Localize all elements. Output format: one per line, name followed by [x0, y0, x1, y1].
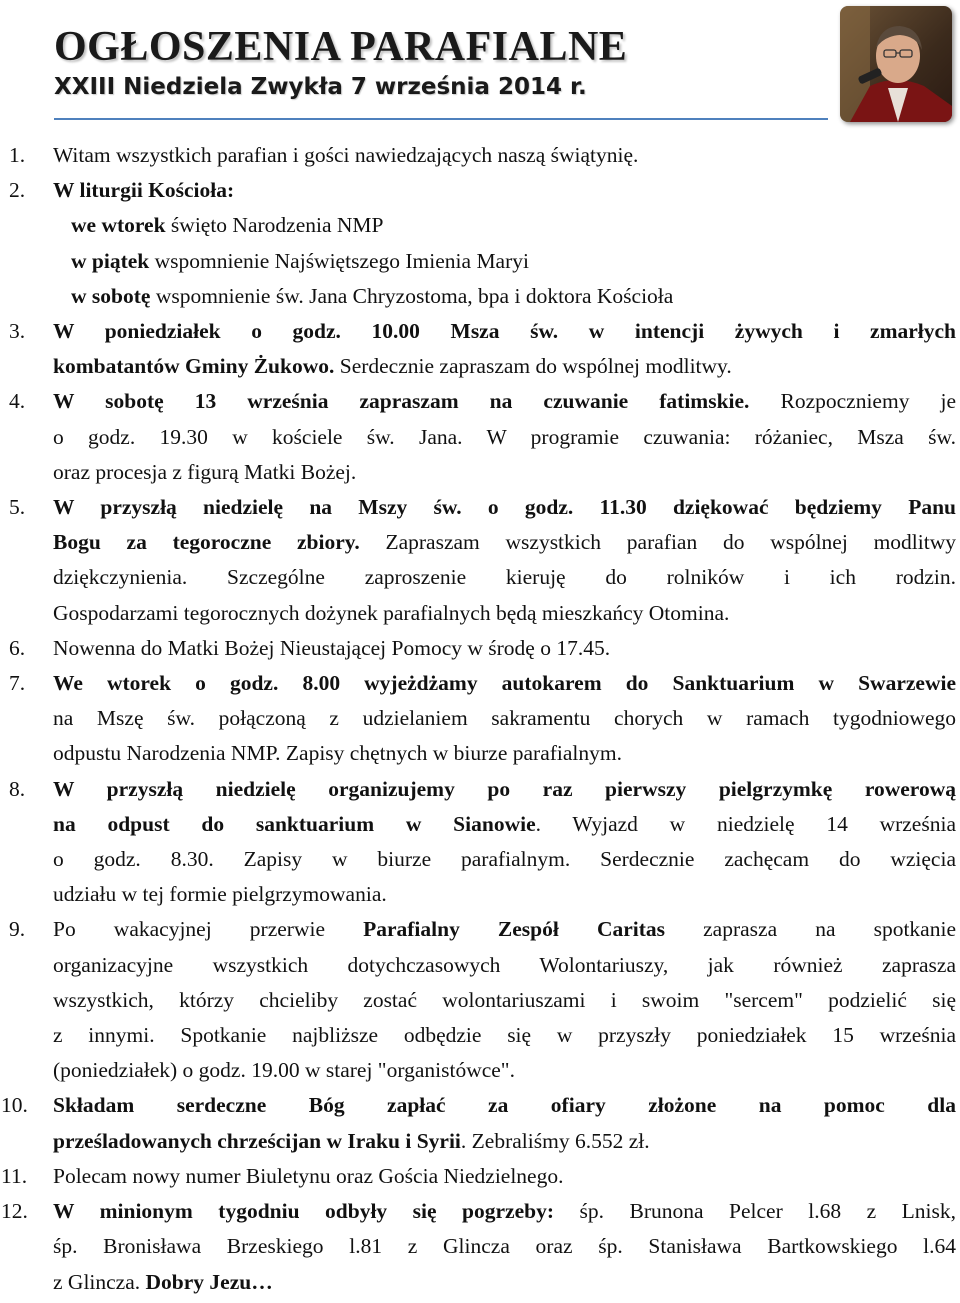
announcement-item: [0, 772, 956, 913]
text: wszystkich, którzy chcieliby zostać wolontariuszami i swoim "sercem" podzielić się: [53, 987, 956, 1012]
item-number: 4.: [9, 389, 26, 414]
item-text-line: [53, 1159, 956, 1194]
bold-text: w piątek: [71, 248, 150, 273]
item-text-line: [53, 772, 956, 807]
header-divider: [54, 118, 828, 120]
item-text-line: [53, 1265, 956, 1300]
item-number: 3.: [9, 319, 26, 344]
item-text-line: [53, 490, 956, 525]
bold-text: W liturgii Kościoła:: [53, 178, 235, 203]
announcement-item: [0, 912, 956, 1088]
bold-text: Parafialny Zespół Caritas: [363, 917, 666, 942]
announcement-item: [0, 490, 956, 631]
bold-text: W przyszłą niedzielę organizujemy po raz pierwszy pielgrzymkę rowerową: [53, 776, 956, 801]
item-number: 2.: [9, 178, 26, 203]
announcement-item: [0, 1159, 956, 1194]
text: Nowenna do Matki Bożej Nieustającej Pomocy w środę o 17.45.: [53, 635, 611, 660]
text: Zapraszam wszystkich parafian do wspólnej modlitwy: [359, 530, 956, 555]
announcement-item: [0, 314, 956, 384]
page-subtitle: XXIII Niedziela Zwykła 7 września 2014 r.: [54, 74, 587, 100]
item-text-line: [53, 912, 956, 947]
item-text-line: [53, 455, 956, 490]
text: . Wyjazd w niedzielę 14 września: [535, 811, 956, 836]
item-number: 1.: [9, 143, 26, 167]
text: udziału w tej formie pielgrzymowania.: [53, 882, 387, 907]
item-text-line: [53, 173, 956, 208]
item-text-line: [53, 948, 956, 983]
bold-text: W przyszłą niedzielę na Mszy św. o godz. 11.30 dziękować będziemy Panu: [53, 495, 956, 520]
text: śp. Brunona Pelcer l.68 z Lnisk,: [554, 1199, 956, 1224]
text: wspomnienie św. Jana Chryzostoma, bpa i doktora Kościoła: [150, 283, 674, 308]
bold-text: w sobotę: [71, 283, 151, 308]
item-text-line: [53, 1053, 956, 1088]
item-text-line: [53, 244, 956, 279]
bold-text: prześladowanych chrześcijan w Iraku i Syrii: [53, 1128, 461, 1153]
item-text-line: [53, 736, 956, 771]
item-text-line: [53, 138, 956, 173]
announcement-item: [0, 1088, 956, 1158]
item-number: 12.: [1, 1199, 28, 1224]
bold-text: We wtorek o godz. 8.00 wyjeżdżamy autokarem do Sanktuarium w Swarzewie: [53, 671, 956, 696]
item-text-line: [53, 842, 956, 877]
text: na Mszę św. połączoną z udzielaniem sakramentu chorych w ramach tygodniowego: [53, 706, 956, 731]
text: o godz. 8.30. Zapisy w biurze parafialnym. Serdecznie zachęcam do wzięcia: [53, 847, 956, 872]
item-number: 10.: [1, 1093, 28, 1118]
text: . Zebraliśmy 6.552 zł.: [460, 1128, 650, 1153]
bold-text: Bogu za tegoroczne zbiory.: [53, 530, 360, 555]
text: z innymi. Spotkanie najbliższe odbędzie się w przyszły poniedziałek 15 września: [53, 1023, 956, 1048]
item-text-line: [53, 701, 956, 736]
item-text-line: [53, 807, 956, 842]
text: odpustu Narodzenia NMP. Zapisy chętnych w biurze parafialnym.: [53, 741, 622, 766]
item-number: 11.: [1, 1163, 28, 1188]
text: o godz. 19.30 w kościele św. Jana. W programie czuwania: różaniec, Msza św.: [53, 424, 956, 449]
text: z Glincza.: [53, 1269, 146, 1294]
page-title: OGŁOSZENIA PARAFIALNE: [54, 24, 628, 70]
priest-photo: [840, 6, 952, 122]
item-text-line: [53, 1124, 956, 1159]
text: wspomnienie Najświętszego Imienia Maryi: [149, 248, 529, 273]
bold-text: W poniedziałek o godz. 10.00 Msza św. w intencji żywych i zmarłych: [53, 319, 956, 344]
text: (poniedziałek) o godz. 19.00 w starej "organistówce".: [53, 1058, 515, 1083]
item-text-line: [53, 1229, 956, 1264]
item-text-line: [53, 666, 956, 701]
item-number: 5.: [9, 495, 26, 520]
announcement-item: [0, 173, 956, 314]
item-text-line: [53, 877, 956, 912]
text: śp. Bronisława Brzeskiego l.81 z Glincza oraz śp. Stanisława Bartkowskiego l.64: [53, 1234, 956, 1259]
announcement-item: [0, 666, 956, 772]
bold-text: na odpust do sanktuarium w Sianowie: [53, 811, 536, 836]
item-text-line: [53, 1194, 956, 1229]
item-text-line: [53, 1018, 956, 1053]
item-number: 8.: [9, 776, 26, 801]
bold-text: kombatantów Gminy Żukowo.: [53, 354, 335, 379]
item-text-line: [53, 208, 956, 243]
item-text-line: [53, 349, 956, 384]
text: oraz procesja z figurą Matki Bożej.: [53, 459, 357, 484]
item-text-line: [53, 420, 956, 455]
text: Gospodarzami tegorocznych dożynek parafialnych będą mieszkańcy Otomina.: [53, 600, 730, 625]
item-text-line: [53, 596, 956, 631]
header: [54, 22, 627, 102]
announcement-list: [0, 138, 956, 1300]
bold-text: we wtorek: [71, 213, 166, 238]
text: Polecam nowy numer Biuletynu oraz Gościa Niedzielnego.: [53, 1163, 564, 1188]
text: Serdecznie zapraszam do wspólnej modlitwy.: [334, 354, 732, 379]
text: zaprasza na spotkanie: [665, 917, 956, 942]
announcement-item: [0, 631, 956, 666]
text: święto Narodzenia NMP: [165, 213, 384, 238]
text: Witam wszystkich parafian i gości nawiedzających naszą świątynię.: [53, 143, 639, 167]
announcement-item: [0, 1194, 956, 1300]
text: Po wakacyjnej przerwie: [53, 917, 364, 942]
item-text-line: [53, 384, 956, 419]
announcement-item: [0, 384, 956, 490]
item-number: 7.: [9, 671, 26, 696]
bold-text: W minionym tygodniu odbyły się pogrzeby:: [53, 1199, 555, 1224]
item-text-line: [53, 1088, 956, 1123]
bold-text: Składam serdeczne Bóg zapłać za ofiary złożone na pomoc dla: [53, 1093, 956, 1118]
text: Rozpoczniemy je: [749, 389, 956, 414]
item-number: 9.: [9, 917, 26, 942]
bold-text: Dobry Jezu…: [145, 1269, 273, 1294]
item-text-line: [53, 279, 956, 314]
item-text-line: [53, 525, 956, 560]
item-text-line: [53, 314, 956, 349]
bold-text: W sobotę 13 września zapraszam na czuwanie fatimskie.: [53, 389, 750, 414]
text: dziękczynienia. Szczególne zaproszenie kieruję do rolników i ich rodzin.: [53, 565, 956, 590]
item-text-line: [53, 560, 956, 595]
text: organizacyjne wszystkich dotychczasowych Wolontariuszy, jak również zaprasza: [53, 952, 956, 977]
item-number: 6.: [9, 635, 26, 660]
item-text-line: [53, 983, 956, 1018]
announcement-item: [0, 138, 956, 173]
item-text-line: [53, 631, 956, 666]
priest-portrait-image: [840, 6, 952, 122]
